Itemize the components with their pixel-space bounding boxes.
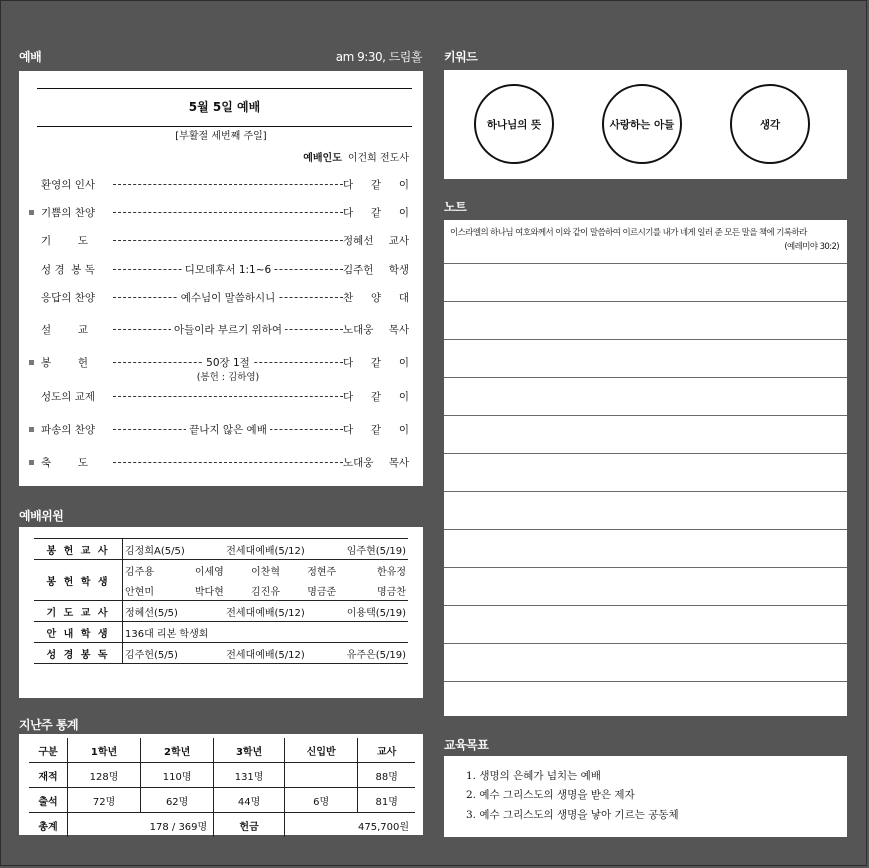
verse-reference: (예레미야 30:2) (784, 242, 839, 252)
order-item-content-text: 예수님이 말씀하시니 (178, 292, 279, 304)
stats-row-label: 출석 (29, 788, 68, 813)
order-item-person: 다 같 이 (343, 207, 409, 219)
committee-cell: 김진유 (251, 586, 280, 598)
stats-cell: 131명 (214, 763, 285, 788)
worship-section-title: 예배 (19, 50, 42, 64)
goal-item: 1. 생명의 은혜가 넘치는 예배 (466, 770, 601, 782)
committee-section-title: 예배위원 (19, 509, 64, 523)
worship-subtitle: [부활절 세번째 주일] (175, 131, 267, 142)
stats-cell: 72명 (68, 788, 141, 813)
order-item-content (113, 322, 343, 337)
dashed-leader (113, 184, 343, 185)
committee-role: 안 내 학 생 (34, 622, 123, 643)
stats-offering-value: 475,700원 (284, 813, 415, 838)
committee-cell: 전세대예배(5/12) (226, 649, 305, 661)
committee-cell: 김정희A(5/5) (125, 545, 185, 557)
notes-section-title: 노트 (444, 200, 467, 214)
goal-item: 2. 예수 그리스도의 생명을 받은 제자 (466, 789, 635, 801)
stats-row-label: 재적 (29, 763, 68, 788)
stats-cell: 62명 (141, 788, 214, 813)
order-item-content-text: 50장 1절 (203, 357, 253, 369)
committee-cell: 전세대예배(5/12) (226, 545, 305, 557)
order-item-person: 다 같 이 (343, 357, 409, 369)
bullet-icon (29, 427, 34, 432)
goal-item: 3. 예수 그리스도의 생명을 낳아 기르는 공동체 (466, 809, 679, 821)
keyword-circle: 생각 (730, 84, 810, 164)
note-line (444, 377, 847, 378)
committee-cell: 이세영 (194, 566, 224, 578)
stats-cell: 110명 (141, 763, 214, 788)
committee-role: 봉 헌 교 사 (34, 539, 123, 560)
bible-verse (450, 226, 839, 254)
worship-order-panel (19, 71, 423, 486)
order-item (29, 290, 409, 306)
committee-cell: 김주헌(5/5) (125, 649, 178, 661)
notes-panel (444, 220, 847, 716)
order-item (29, 355, 409, 383)
order-item-label: 설 교 (41, 324, 88, 336)
order-item-person: 노대웅 목사 (343, 457, 409, 469)
note-line (444, 643, 847, 644)
committee-role: 기 도 교 사 (34, 601, 123, 622)
committee-role: 성 경 봉 독 (34, 643, 123, 664)
stats-table (29, 738, 415, 837)
stats-cell: 88명 (358, 763, 415, 788)
committee-cell: 한유정 (377, 566, 407, 578)
stats-cell: 44명 (214, 788, 285, 813)
stats-cell: 128명 (68, 763, 141, 788)
note-line (444, 491, 847, 492)
order-item-label: 성도의 교제 (41, 391, 96, 403)
table-row (29, 763, 415, 788)
note-line (444, 263, 847, 264)
note-line (444, 301, 847, 302)
bullet-icon (29, 460, 34, 465)
dashed-leader (113, 396, 343, 397)
order-item (29, 322, 409, 338)
note-line (444, 415, 847, 416)
keyword-circle: 사랑하는 아들 (602, 84, 682, 164)
dashed-leader (113, 462, 343, 463)
table-row (34, 539, 408, 560)
order-item-label: 환영의 인사 (41, 179, 96, 191)
order-item-label: 기쁨의 찬양 (41, 207, 96, 219)
note-line (444, 529, 847, 530)
order-item (29, 233, 409, 249)
order-item (29, 262, 409, 278)
verse-text: 이스라엘의 하나님 여호와께서 이와 같이 말씀하여 이르시기를 내가 네게 일러 준 모든 말을 책에 기록하라 (450, 228, 807, 238)
stats-offering-label: 헌금 (214, 813, 285, 838)
order-item (29, 422, 409, 438)
table-row (34, 601, 408, 622)
committee-panel (19, 527, 423, 698)
order-item-label: 봉 헌 (41, 357, 88, 369)
table-row (34, 560, 408, 581)
order-item-person: 정혜선 교사 (343, 235, 409, 247)
stats-section-title: 지난주 통계 (19, 718, 79, 732)
keyword-circle: 하나님의 뜻 (474, 84, 554, 164)
note-line (444, 567, 847, 568)
order-item-content-text: 아들이라 부르기 위하여 (171, 324, 285, 336)
order-item-label: 기 도 (41, 235, 88, 247)
order-item-label: 파송의 찬양 (41, 424, 96, 436)
table-row (29, 813, 415, 838)
worship-time-place: am 9:30, 드림홀 (335, 50, 422, 64)
committee-cell: 박다현 (194, 586, 224, 598)
note-line (444, 453, 847, 454)
stats-cell: 6명 (284, 788, 357, 813)
stats-cell (284, 763, 357, 788)
committee-cell: 전세대예배(5/12) (226, 607, 305, 619)
table-row (34, 622, 408, 643)
committee-cell: 명금찬 (377, 586, 407, 598)
order-item-content (113, 422, 343, 437)
order-item-content (113, 355, 343, 370)
order-item-content-text: 디모데후서 1:1~6 (182, 264, 274, 276)
committee-cell: 이용택(5/19) (346, 607, 407, 619)
order-item (29, 177, 409, 193)
stats-header: 2학년 (141, 738, 214, 763)
stats-header: 구분 (29, 738, 68, 763)
stats-header: 3학년 (214, 738, 285, 763)
order-item-person: 다 같 이 (343, 391, 409, 403)
committee-cell: 임주현(5/19) (346, 545, 407, 557)
order-item-content-text: 끝나지 않은 예배 (186, 424, 270, 436)
committee-cell: 정현주 (307, 566, 337, 578)
order-item-label: 축 도 (41, 457, 88, 469)
committee-role: 봉 헌 학 생 (34, 560, 123, 601)
committee-cell: 정혜선(5/5) (125, 607, 178, 619)
worship-leader (303, 149, 409, 164)
stats-total-value: 178 / 369명 (68, 813, 214, 838)
worship-title: 5월 5일 예배 (37, 88, 412, 127)
order-item-content (113, 262, 343, 277)
committee-table (34, 538, 408, 664)
committee-cell: 이찬혁 (251, 566, 280, 578)
order-item-content (113, 290, 343, 305)
order-item-person: 찬 양 대 (343, 292, 409, 304)
note-line (444, 681, 847, 682)
note-line (444, 605, 847, 606)
committee-cell: 유주은(5/19) (346, 649, 407, 661)
dashed-leader (113, 240, 343, 241)
table-row (29, 788, 415, 813)
stats-header: 1학년 (68, 738, 141, 763)
stats-header: 교사 (358, 738, 415, 763)
leader-name: 이건희 전도사 (347, 153, 409, 164)
table-row (34, 643, 408, 664)
stats-header: 신입반 (284, 738, 357, 763)
goals-panel (444, 756, 847, 837)
order-item (29, 455, 409, 471)
committee-cell: 김주용 (125, 566, 154, 578)
keywords-section-title: 키워드 (444, 50, 478, 64)
order-item (29, 389, 409, 405)
committee-cell: 안현미 (125, 586, 154, 598)
dashed-leader (113, 212, 343, 213)
committee-cell: 명금준 (307, 586, 337, 598)
order-item-person: 김주헌 학생 (343, 264, 409, 276)
stats-cell: 81명 (358, 788, 415, 813)
keywords-panel (444, 70, 847, 179)
bullet-icon (29, 210, 34, 215)
table-row (29, 738, 415, 763)
note-line (444, 339, 847, 340)
goals-section-title: 교육목표 (444, 738, 489, 752)
committee-cell: 136대 리본 학생회 (125, 628, 209, 640)
order-item-person: 노대웅 목사 (343, 324, 409, 336)
order-item-note: (봉헌 : 김하영) (196, 372, 260, 383)
leader-label: 예배인도 (303, 153, 342, 164)
order-item-person: 다 같 이 (343, 179, 409, 191)
order-item-person: 다 같 이 (343, 424, 409, 436)
order-item-label: 성 경 봉 독 (41, 264, 95, 276)
bullet-icon (29, 360, 34, 365)
stats-row-label: 총계 (38, 821, 58, 833)
order-item-label: 응답의 찬양 (41, 292, 96, 304)
stats-panel (19, 734, 423, 835)
order-item (29, 205, 409, 221)
